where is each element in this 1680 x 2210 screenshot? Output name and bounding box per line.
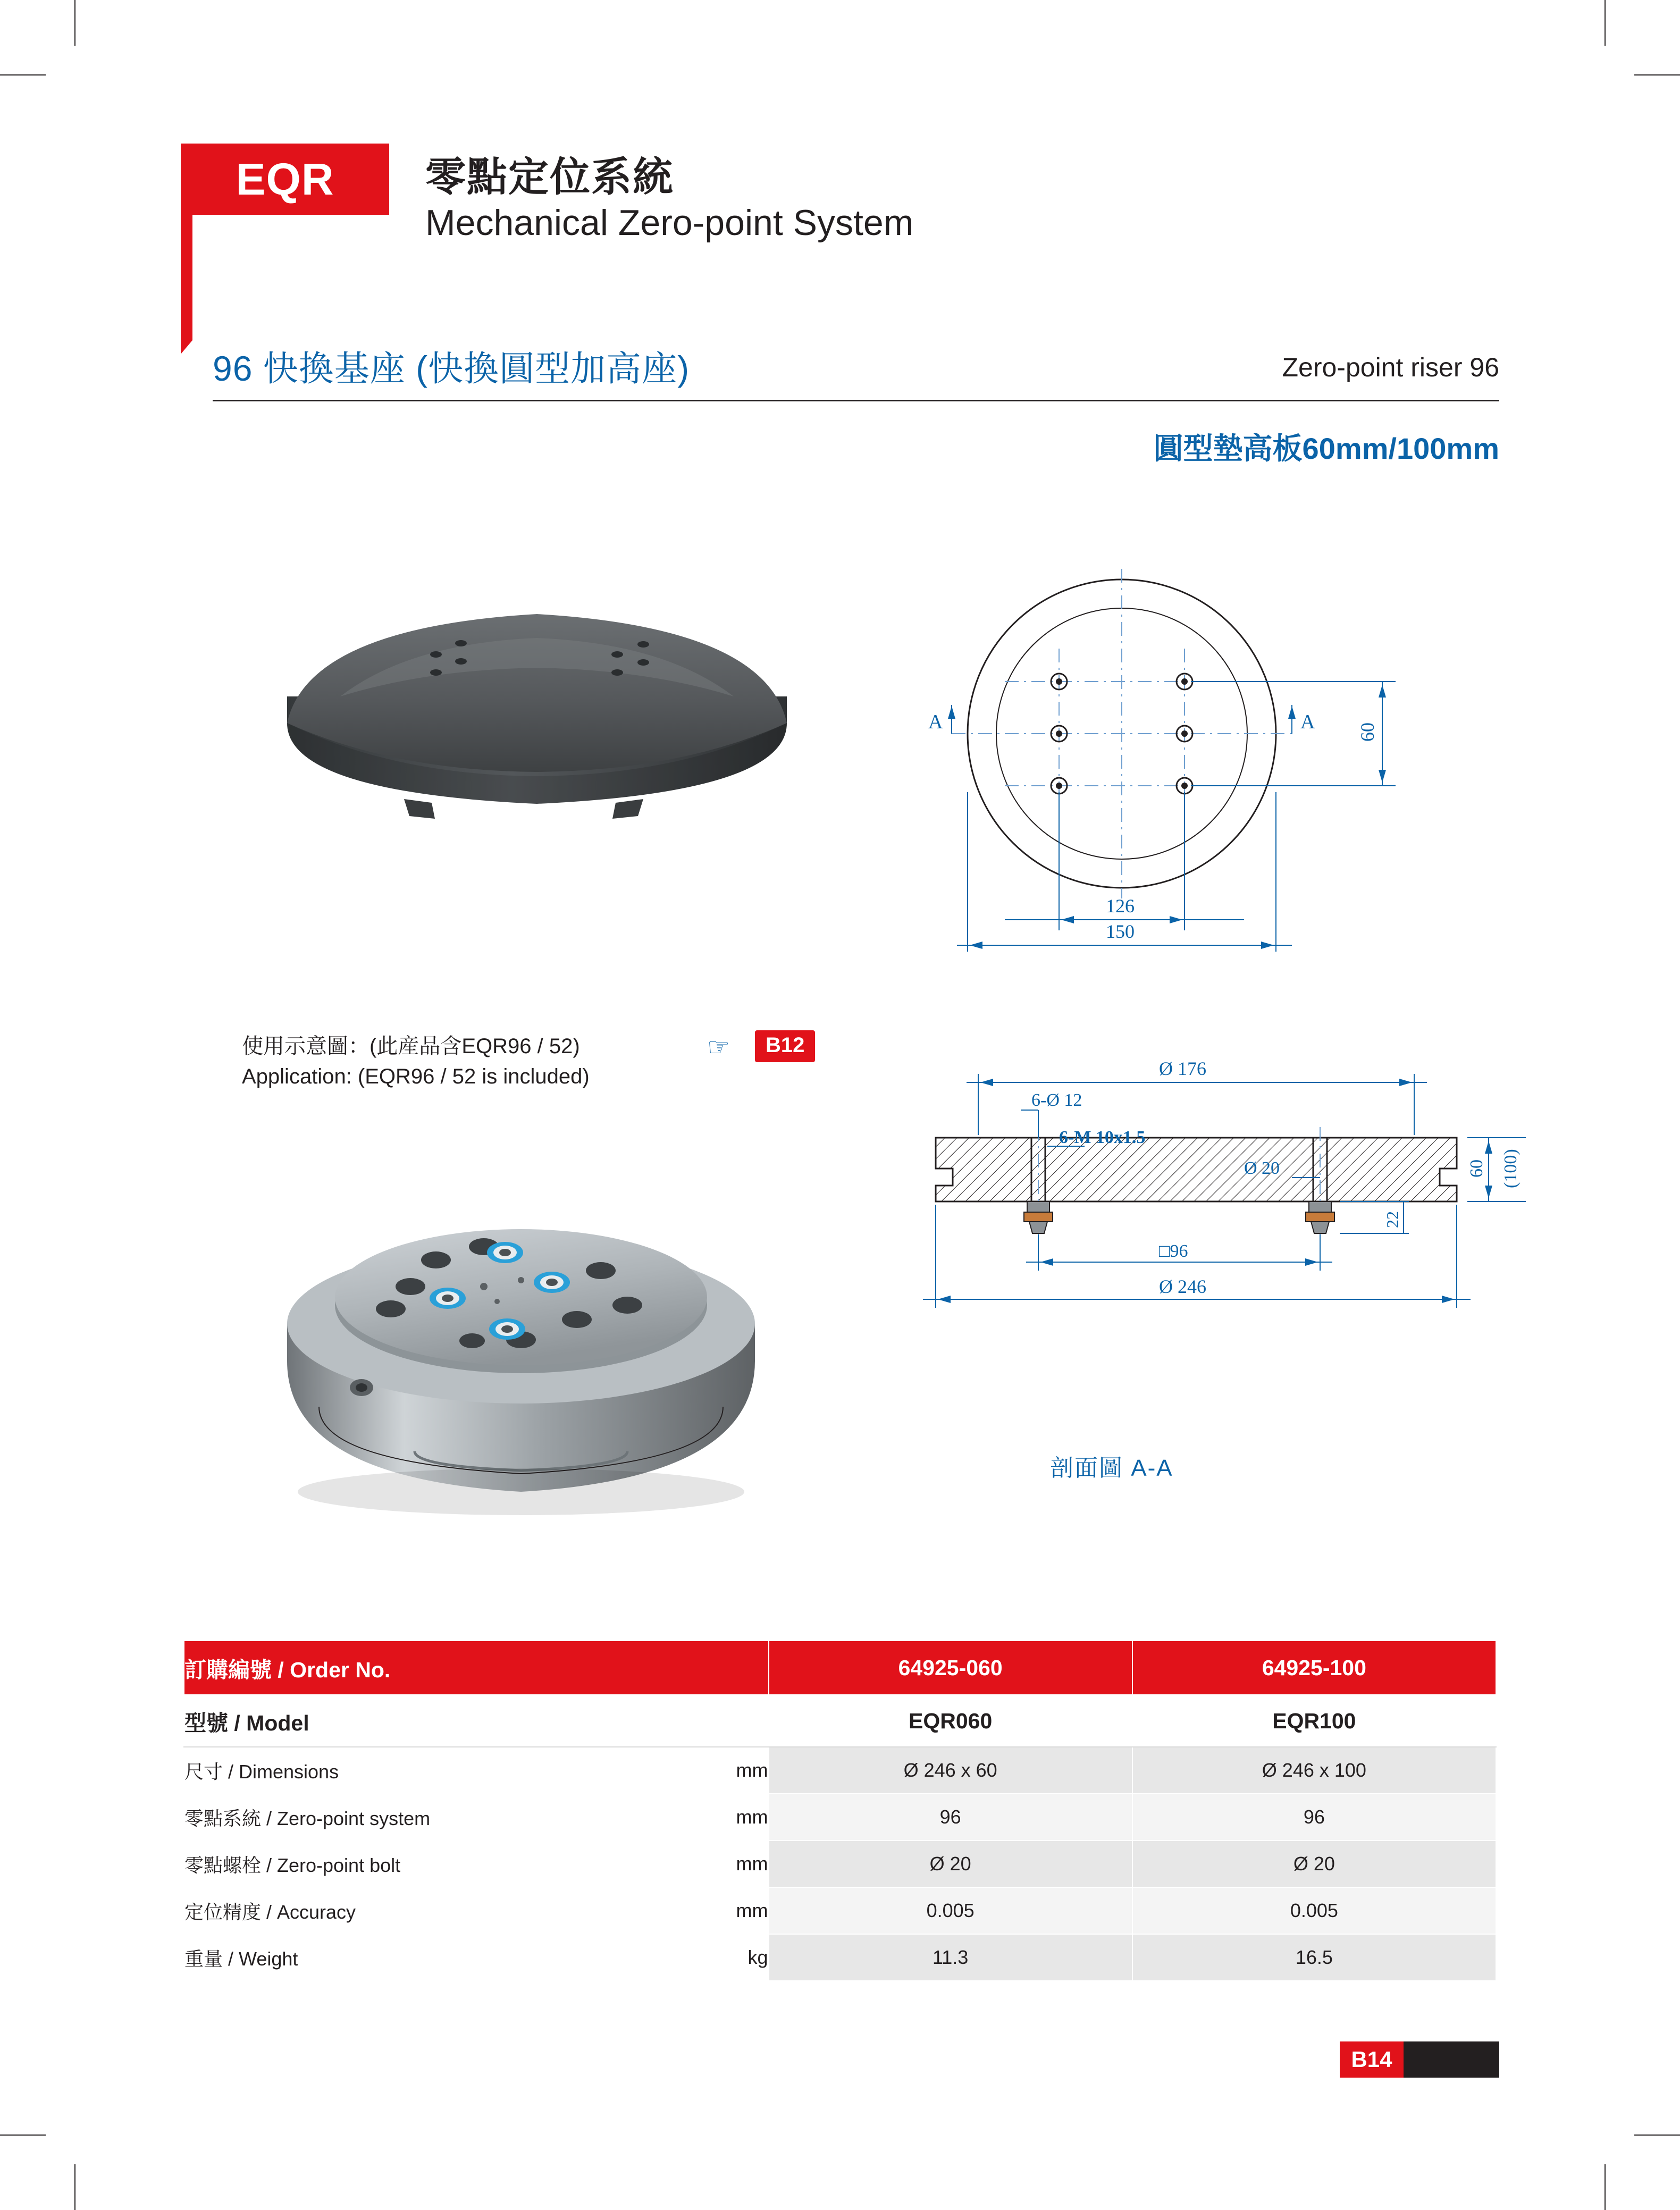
crop-mark-top-right: [1605, 0, 1606, 46]
row-value-col1: 11.3: [769, 1934, 1132, 1981]
row-value-col2: Ø 246 x 100: [1132, 1747, 1496, 1794]
table-header-col2: 64925-100: [1132, 1641, 1496, 1695]
table-row: [184, 1794, 1496, 1841]
row-value-col2: 16.5: [1132, 1934, 1496, 1981]
crop-mark-right-top: [1634, 74, 1680, 75]
table-row: [184, 1934, 1496, 1981]
row-unit: mm: [661, 1887, 768, 1934]
table-row: [184, 1887, 1496, 1934]
row-value-col2: EQR100: [1132, 1695, 1496, 1747]
row-value-col1: EQR060: [769, 1695, 1132, 1747]
page-title-cn: 零點定位系統: [425, 155, 674, 200]
dim-20: Ø 20: [1244, 1158, 1280, 1178]
cross-reference-badge-b12[interactable]: B12: [755, 1030, 815, 1062]
dim-100-section: (100): [1501, 1149, 1521, 1188]
row-label: 型號 / Model: [184, 1695, 769, 1747]
dim-246: Ø 246: [1159, 1276, 1206, 1297]
dim-176: Ø 176: [1159, 1058, 1206, 1079]
dim-96: □96: [1159, 1241, 1188, 1261]
crop-mark-top-left: [74, 0, 75, 46]
dim-60-top-view: 60: [1357, 722, 1378, 742]
row-value-col1: Ø 20: [769, 1841, 1132, 1887]
section-label-a-right: A: [1300, 711, 1315, 733]
table-header-label: 訂購編號 / Order No.: [184, 1641, 769, 1695]
crop-mark-left-top: [0, 74, 46, 75]
row-value-col2: 0.005: [1132, 1887, 1496, 1934]
row-value-col2: 96: [1132, 1794, 1496, 1841]
application-note-en: Application: (EQR96 / 52 is included): [242, 1064, 590, 1088]
dim-6-m10: 6-M 10x1.5: [1059, 1128, 1146, 1147]
row-unit: kg: [661, 1934, 768, 1981]
page-number-badge: B14: [1340, 2041, 1404, 2078]
technical-drawing-section-aa: [872, 1042, 1558, 1446]
row-unit: mm: [661, 1794, 768, 1841]
application-note: [242, 1031, 590, 1092]
section-label-a-left: A: [928, 711, 943, 733]
technical-drawing-top-view: [872, 558, 1489, 1015]
product-render-top: [276, 564, 797, 840]
section-variant: 圓型墊高板60mm/100mm: [1153, 432, 1499, 465]
row-value-col2: Ø 20: [1132, 1841, 1496, 1887]
row-label: 尺寸 / Dimensions: [184, 1747, 661, 1794]
brand-flag-tail: [181, 215, 192, 354]
row-value-col1: Ø 246 x 60: [769, 1747, 1132, 1794]
row-unit: mm: [661, 1747, 768, 1794]
row-label: 定位精度 / Accuracy: [184, 1887, 661, 1934]
title-divider: [213, 400, 1499, 401]
crop-mark-right-bottom: [1634, 2135, 1680, 2136]
row-label: 重量 / Weight: [184, 1934, 661, 1981]
page-title-en: Mechanical Zero-point System: [425, 203, 914, 243]
crop-mark-left-bottom: [0, 2135, 46, 2136]
brand-badge-label: EQR: [236, 154, 334, 204]
application-note-cn: 使用示意圖：(此産品含EQR96 / 52): [242, 1035, 580, 1058]
dim-22: 22: [1383, 1211, 1402, 1228]
row-label: 零點螺栓 / Zero-point bolt: [184, 1841, 661, 1887]
dim-60-section: 60: [1467, 1159, 1486, 1178]
dim-126: 126: [1106, 895, 1135, 917]
brand-flag-notch: [181, 340, 192, 354]
row-value-col1: 0.005: [769, 1887, 1132, 1934]
table-row: [184, 1747, 1496, 1794]
section-title-en: Zero-point riser 96: [1282, 352, 1499, 382]
row-unit: mm: [661, 1841, 768, 1887]
table-header-col1: 64925-060: [769, 1641, 1132, 1695]
dim-6-hole-12: 6-Ø 12: [1031, 1090, 1082, 1110]
table-row: [184, 1695, 1496, 1747]
section-title-cn: 96 快換基座 (快換圓型加高座): [213, 349, 690, 388]
product-render-application: [255, 1111, 787, 1552]
row-label: 零點系統 / Zero-point system: [184, 1794, 661, 1841]
specification-table: [183, 1640, 1497, 1981]
dim-150: 150: [1106, 921, 1135, 942]
crop-mark-bottom-right: [1605, 2164, 1606, 2210]
crop-mark-bottom-left: [74, 2164, 75, 2210]
row-value-col1: 96: [769, 1794, 1132, 1841]
section-view-caption: 剖面圖 A-A: [1050, 1455, 1173, 1481]
pointing-hand-icon: ☞: [707, 1033, 730, 1062]
table-row: [184, 1841, 1496, 1887]
table-header-row: [184, 1641, 1496, 1695]
